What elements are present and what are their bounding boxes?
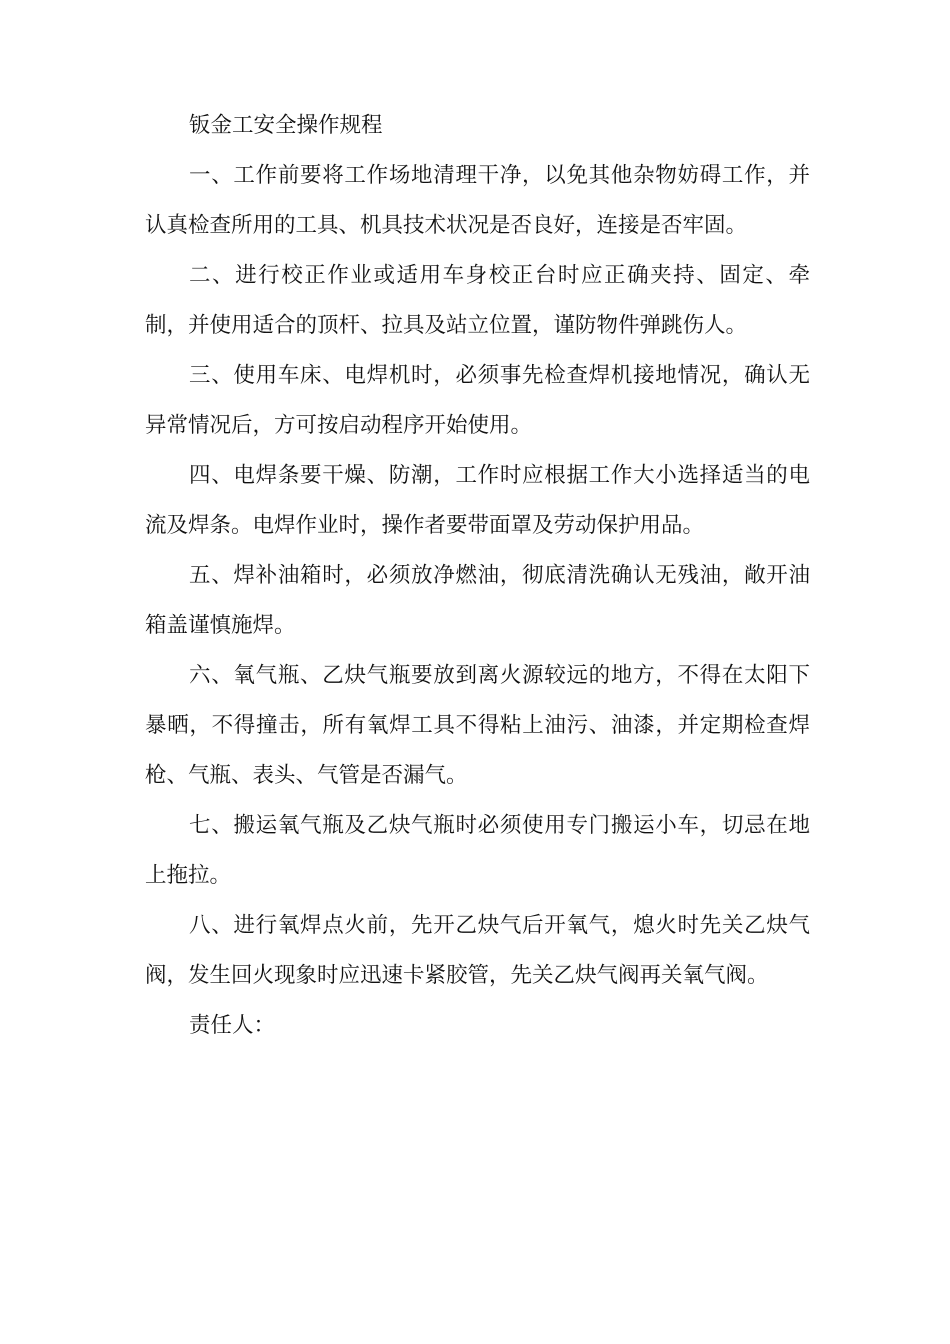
rule-paragraph-5: 五、焊补油箱时，必须放净燃油，彻底清洗确认无残油，敞开油箱盖谨慎施焊。 [145, 563, 810, 638]
rule-paragraph-1: 一、工作前要将工作场地清理干净，以免其他杂物妨碍工作，并认真检查所用的工具、机具技术状况是否良好，连接是否牢固。 [145, 163, 810, 238]
rule-paragraph-2: 二、进行校正作业或适用车身校正台时应正确夹持、固定、牵制，并使用适合的顶杆、拉具及站立位置，谨防物件弹跳伤人。 [145, 263, 810, 338]
rule-paragraph-8: 八、进行氧焊点火前，先开乙炔气后开氧气，熄火时先关乙炔气阀，发生回火现象时应迅速卡紧胶管，先关乙炔气阀再关氧气阀。 [145, 913, 810, 988]
rule-paragraph-3: 三、使用车床、电焊机时，必须事先检查焊机接地情况，确认无异常情况后，方可按启动程序开始使用。 [145, 363, 810, 438]
rule-paragraph-4: 四、电焊条要干燥、防潮，工作时应根据工作大小选择适当的电流及焊条。电焊作业时，操作者要带面罩及劳动保护用品。 [145, 463, 810, 538]
rule-paragraph-6: 六、氧气瓶、乙炔气瓶要放到离火源较远的地方，不得在太阳下暴晒，不得撞击，所有氧焊工具不得粘上油污、油漆，并定期检查焊枪、气瓶、表头、气管是否漏气。 [145, 663, 810, 788]
document-body [145, 101, 810, 1051]
responsible-person-label: 责任人： [189, 1013, 276, 1038]
rule-paragraph-7: 七、搬运氧气瓶及乙炔气瓶时必须使用专门搬运小车，切忌在地上拖拉。 [145, 813, 810, 888]
document-title: 钣金工安全操作规程 [189, 113, 383, 138]
